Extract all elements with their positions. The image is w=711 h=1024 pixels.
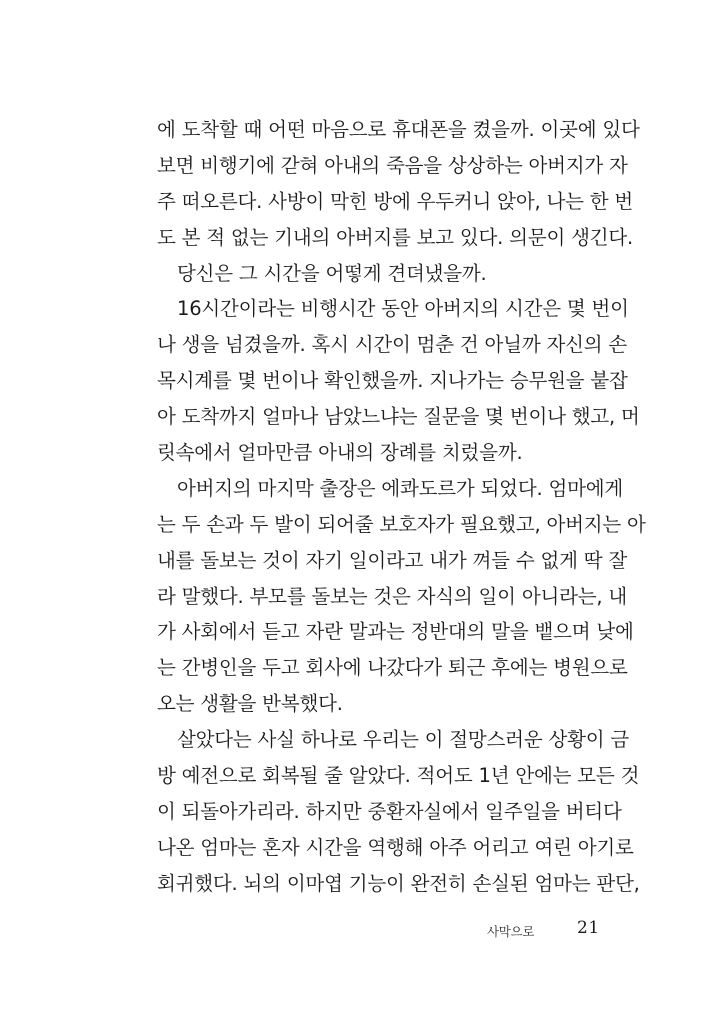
text-line: 에 도착할 때 어떤 마음으로 휴대폰을 켰을까. 이곳에 있다 [157,118,640,141]
text-line: 16시간이라는 비행시간 동안 아버지의 시간은 몇 번이 [177,297,629,321]
text-line: 아버지의 마지막 출장은 에콰도르가 되었다. 엄마에게 [177,476,624,500]
text-line: 는 두 손과 두 발이 되어줄 보호자가 필요했고, 아버지는 아 [157,512,646,536]
page-number: 21 [577,918,600,938]
text-line: 는 간병인을 두고 회사에 나갔다가 퇴근 후에는 병원으로 [157,656,628,680]
text-line: 릿속에서 얼마만큼 아내의 장례를 치렀을까. [157,441,523,465]
text-line: 목시계를 몇 번이나 확인했을까. 지나가는 승무원을 붙잡 [157,369,628,393]
text-line: 오는 생활을 반복했다. [157,692,343,716]
text-line: 이 되돌아가리라. 하지만 중환자실에서 일주일을 버티다 [157,799,622,823]
text-line: 살았다는 사실 하나로 우리는 이 절망스러운 상황이 금 [177,728,630,752]
text-line: 방 예전으로 회복될 줄 알았다. 적어도 1년 안에는 모든 것 [157,764,640,788]
text-line: 보면 비행기에 갇혀 아내의 죽음을 상상하는 아버지가 자 [157,153,628,177]
text-line: 나온 엄마는 혼자 시간을 역행해 아주 어리고 여린 아기로 [157,835,634,859]
text-line: 도 본 적 없는 기내의 아버지를 보고 있다. 의문이 생긴다. [157,225,633,249]
text-line: 회귀했다. 뇌의 이마엽 기능이 완전히 손실된 엄마는 판단, [157,871,640,895]
text-line: 당신은 그 시간을 어떻게 견뎌냈을까. [177,261,487,285]
text-line: 나 생을 넘겼을까. 혹시 시간이 멈춘 건 아닐까 자신의 손 [157,333,627,357]
page-footer [0,918,711,948]
body-text [157,112,646,902]
text-line: 아 도착까지 얼마나 남았느냐는 질문을 몇 번이나 했고, 머 [157,405,640,429]
text-line: 주 떠오른다. 사방이 막힌 방에 우두커니 앉아, 나는 한 번 [157,189,633,213]
running-head: 사막으로 [487,924,535,939]
text-line: 라 말했다. 부모를 돌보는 것은 자식의 일이 아니라는, 내 [157,584,627,608]
text-line: 가 사회에서 듣고 자란 말과는 정반대의 말을 뱉으며 낮에 [157,620,634,644]
text-line: 내를 돌보는 것이 자기 일이라고 내가 껴들 수 없게 딱 잘 [157,548,627,572]
